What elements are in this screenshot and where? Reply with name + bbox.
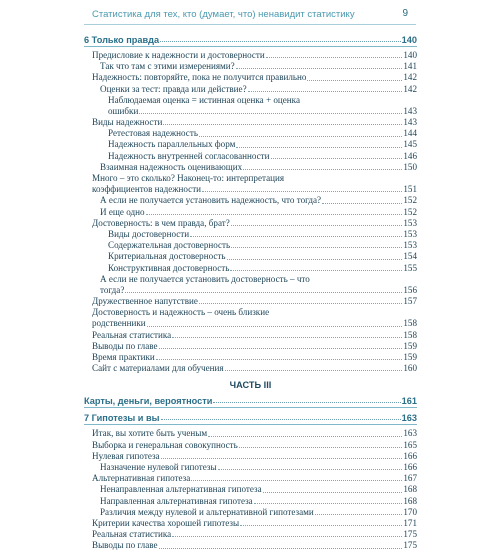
- toc-entry-page: 152: [403, 206, 417, 217]
- book-title: Статистика для тех, кто (думает, что) ненавидит статистику: [92, 9, 355, 20]
- toc-entry-text-cont: ошибки: [108, 105, 139, 116]
- toc-entry-text: Реальная статистика: [92, 329, 172, 340]
- toc-entry-text: Альтернативная гипотеза: [92, 473, 191, 484]
- toc-entry[interactable]: [84, 518, 417, 529]
- toc-entry-text: Дружественное напутствие: [92, 296, 198, 307]
- toc-entry-page: 151: [403, 184, 417, 195]
- toc-entry-page: 168: [403, 495, 417, 506]
- toc-entry-page: 145: [403, 139, 417, 150]
- toc-entry-page: 157: [403, 296, 417, 307]
- chapter-7-heading[interactable]: [84, 411, 417, 423]
- toc-entry-text: Предисловие к надежности и достоверности: [92, 49, 265, 60]
- toc-entry[interactable]: [84, 162, 417, 173]
- toc-entry-text: Наблюдаемая оценка = истинная оценка + оценка: [108, 94, 300, 105]
- toc-entry-page: 143: [403, 105, 417, 116]
- toc-entry-text-cont: коэффициентов надежности: [92, 184, 202, 195]
- toc-entry-page: 165: [403, 439, 417, 450]
- toc-entry[interactable]: [84, 484, 417, 495]
- toc-entry[interactable]: [84, 218, 417, 229]
- toc-entry-text: Направленная альтернативная гипотеза: [100, 495, 253, 506]
- toc-entry[interactable]: [84, 84, 417, 95]
- toc-entry-page: 142: [403, 72, 417, 83]
- chapter-page: 140: [401, 35, 417, 45]
- toc-entry-text: А если не получается установить достоверность – что: [100, 273, 310, 284]
- toc-entry-page: 156: [403, 284, 417, 295]
- part-title-row[interactable]: [84, 394, 417, 406]
- toc-entry-page: 144: [403, 128, 417, 139]
- toc-entry-text: Достоверность: в чем правда, брат?: [92, 217, 230, 228]
- toc-entry-page: 154: [403, 251, 417, 262]
- toc-entry-page: 167: [403, 473, 417, 484]
- toc-entry-text: Виды достоверности: [108, 228, 190, 239]
- toc-entry[interactable]: [84, 263, 417, 274]
- toc-entry[interactable]: [84, 128, 417, 139]
- toc-entry-page: 146: [403, 150, 417, 161]
- toc-entry[interactable]: [84, 117, 417, 128]
- toc-entry-page: 175: [403, 529, 417, 540]
- toc-entry[interactable]: [84, 274, 417, 285]
- toc-entry[interactable]: [84, 473, 417, 484]
- toc-entry-text-cont: родственники: [92, 318, 146, 329]
- toc-entry[interactable]: [84, 72, 417, 83]
- part-title: Карты, деньги, вероятности: [84, 396, 213, 407]
- toc-entry-text-cont: тогда?: [100, 284, 125, 295]
- toc-entry-page: 158: [403, 329, 417, 340]
- toc-entry-page: 159: [403, 352, 417, 363]
- toc-entry-page: 166: [403, 461, 417, 472]
- toc-entry[interactable]: [84, 440, 417, 451]
- toc-entry-page: 141: [403, 61, 417, 72]
- chapter-rule: [84, 46, 417, 47]
- toc-entry-page: 175: [403, 540, 417, 551]
- toc-entry[interactable]: [84, 451, 417, 462]
- toc-entry-page: 163: [403, 428, 417, 439]
- toc-entry-page: 155: [403, 262, 417, 273]
- toc-entry[interactable]: [84, 251, 417, 262]
- toc-entry[interactable]: [84, 195, 417, 206]
- toc-entry-page: 171: [403, 517, 417, 528]
- part-heading: ЧАСТЬ III: [229, 380, 272, 391]
- toc-entry-page: 159: [403, 340, 417, 351]
- chapter-6-heading[interactable]: [84, 33, 417, 45]
- toc-entry[interactable]: [84, 95, 417, 106]
- toc-entry[interactable]: [84, 540, 417, 551]
- toc-entry[interactable]: [84, 363, 417, 374]
- toc-entry-text: Так что там с этими измерениями?: [100, 61, 235, 72]
- toc-entry-continuation[interactable]: [84, 184, 417, 195]
- toc-entry-text: Итак, вы хотите быть ученым: [92, 428, 208, 439]
- toc-entry-text: Нулевая гипотеза: [92, 450, 160, 461]
- toc-entry-page: 153: [403, 240, 417, 251]
- chapter-6-entries: [84, 50, 417, 374]
- toc-entry[interactable]: [84, 352, 417, 363]
- toc-entry-text: Выводы по главе: [92, 540, 158, 551]
- toc-entry-text: Реальная статистика: [92, 529, 172, 540]
- toc-entry-text: Ненаправленная альтернативная гипотеза: [100, 484, 262, 495]
- toc-entry-text: Надежность параллельных форм: [108, 139, 236, 150]
- part-page: 161: [401, 396, 417, 407]
- toc-entry[interactable]: [84, 462, 417, 473]
- toc-entry-text: Различия между нулевой и альтернативной гипотезами: [100, 506, 314, 517]
- page-number: 9: [402, 8, 408, 19]
- toc-entry-page: 166: [403, 450, 417, 461]
- toc-entry-text: Надежность внутренней согласованности: [108, 150, 270, 161]
- toc-entry[interactable]: [84, 307, 417, 318]
- toc-entry[interactable]: [84, 229, 417, 240]
- toc-entry-page: 160: [403, 363, 417, 374]
- toc-entry-text: Назначение нулевой гипотезы: [100, 461, 217, 472]
- toc-entry[interactable]: [84, 428, 417, 439]
- toc-entry-page: 168: [403, 484, 417, 495]
- toc-entry[interactable]: [84, 507, 417, 518]
- chapter-title: 7 Гипотезы и вы: [84, 413, 160, 424]
- toc-entry-text: А если не получается установить надежность, что тогда?: [100, 195, 322, 206]
- toc-entry-text: Сайт с материалами для обучения: [92, 363, 224, 374]
- chapter-7-entries: [84, 428, 417, 551]
- toc-entry-text: Много – это сколько? Наконец-то: интерпретация: [92, 173, 285, 184]
- toc-entry-text: Выборка и генеральная совокупность: [92, 439, 238, 450]
- chapter-title: 6 Только правда: [84, 35, 160, 45]
- toc-entry[interactable]: [84, 240, 417, 251]
- toc-entry[interactable]: [84, 330, 417, 341]
- toc-entry-text: Критерии качества хорошей гипотезы: [92, 517, 240, 528]
- header-rule: [84, 24, 416, 25]
- chapter-rule: [84, 424, 417, 425]
- toc-entry-page: 142: [403, 83, 417, 94]
- toc-entry-text: Ретестовая надежность: [108, 128, 198, 139]
- toc-entry-text: Конструктивная достоверность: [108, 262, 230, 273]
- toc-entry-text: Достоверность и надежность – очень близкие: [92, 307, 270, 318]
- toc-entry[interactable]: [84, 496, 417, 507]
- toc-entry-page: 150: [403, 161, 417, 172]
- toc-entry-page: 153: [403, 217, 417, 228]
- toc-entry-continuation[interactable]: [84, 319, 417, 330]
- running-header: [92, 9, 408, 23]
- toc-entry-text: Взаимная надежность оценивающих: [100, 161, 243, 172]
- toc-entry-text: И еще одно: [100, 206, 145, 217]
- toc-entry[interactable]: [84, 61, 417, 72]
- toc-entry[interactable]: [84, 50, 417, 61]
- toc-entry-page: 140: [403, 49, 417, 60]
- toc-entry[interactable]: [84, 140, 417, 151]
- toc-entry[interactable]: [84, 151, 417, 162]
- toc-entry-page: 158: [403, 318, 417, 329]
- toc-entry-text: Критериальная достоверность: [108, 251, 226, 262]
- toc-entry-page: 143: [403, 117, 417, 128]
- toc-entry-continuation[interactable]: [84, 106, 417, 117]
- toc-entry[interactable]: [84, 341, 417, 352]
- part-rule: [84, 407, 417, 408]
- toc-entry-page: 152: [403, 195, 417, 206]
- toc-entry-page: 153: [403, 228, 417, 239]
- toc-entry[interactable]: [84, 529, 417, 540]
- toc-entry-text: Оценки за тест: правда или действие?: [100, 83, 247, 94]
- toc-entry[interactable]: [84, 207, 417, 218]
- toc-entry-text: Содержательная достоверность: [108, 240, 231, 251]
- toc-entry-text: Выводы по главе: [92, 340, 158, 351]
- toc-entry-page: 170: [403, 506, 417, 517]
- toc-entry-text: Время практики: [92, 352, 155, 363]
- toc-entry-continuation[interactable]: [84, 285, 417, 296]
- toc-entry[interactable]: [84, 173, 417, 184]
- chapter-page: 163: [401, 413, 417, 424]
- toc-entry[interactable]: [84, 296, 417, 307]
- toc-entry-text: Виды надежности: [92, 117, 163, 128]
- toc-entry-text: Надежность: повторяйте, пока не получится правильно: [92, 72, 307, 83]
- table-of-contents: [84, 31, 417, 552]
